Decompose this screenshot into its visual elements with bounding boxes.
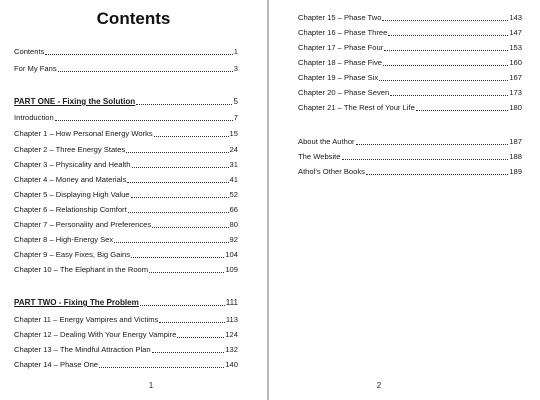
dot-leader [114,242,228,243]
toc-entry-page: 143 [509,13,522,22]
toc-entry-label: Contents [14,47,45,56]
toc-entry[interactable] [14,311,238,325]
toc-entry[interactable] [14,60,238,74]
dot-leader [152,352,225,353]
dot-leader [379,80,508,81]
toc-entry-page: 111 [225,298,238,307]
toc-entry-label: Chapter 6 – Relationship Comfort [14,205,127,214]
dot-leader [131,197,229,198]
toc-entry-label: Chapter 13 – The Mindful Attraction Plan [14,345,151,354]
dot-leader [127,182,228,183]
dot-leader [342,159,509,160]
toc-entry[interactable] [14,326,238,340]
toc-entry[interactable] [14,141,238,155]
dot-leader [383,65,508,66]
toc-entry-page: 31 [229,160,238,169]
toc-entry-label: Chapter 8 – High-Energy Sex [14,235,114,244]
toc-entry-label: Chapter 21 – The Rest of Your Life [298,103,415,112]
toc-entry-label: Chapter 14 – Phase One [14,360,99,369]
toc-entry-label: Chapter 18 – Phase Five [298,58,383,67]
toc-entry-page: 167 [509,73,522,82]
dot-leader [126,152,228,153]
dot-leader [99,367,224,368]
toc-entry[interactable] [14,246,238,260]
toc-entry[interactable] [298,24,522,38]
toc-entry-page: 188 [509,152,522,161]
toc-entry-page: 147 [509,28,522,37]
toc-entry-label: Chapter 4 – Money and Materials [14,175,127,184]
toc-entry-label: For My Fans [14,64,57,73]
toc-entry[interactable] [298,99,522,113]
dot-leader [136,104,232,105]
dot-leader [128,212,229,213]
dot-leader [131,257,224,258]
toc-entry-page: 3 [233,64,238,73]
toc-entry-page: 41 [229,175,238,184]
dot-leader [366,174,508,175]
dot-leader [132,167,229,168]
toc-entry[interactable] [14,43,238,57]
toc-entry-page: 187 [509,137,522,146]
toc-entry-label: PART ONE - Fixing the Solution [14,97,136,106]
dot-leader [58,71,233,72]
toc-entry-label: Introduction [14,113,54,122]
toc-entry-label: Chapter 12 – Dealing With Your Energy Vampire [14,330,177,339]
left-page [0,0,267,400]
toc-entry[interactable] [298,39,522,53]
toc-entry-page: 52 [229,190,238,199]
toc-entry[interactable] [14,125,238,139]
toc-entry-label: Chapter 9 – Easy Fixes, Big Gains [14,250,131,259]
toc-entry[interactable] [14,171,238,185]
dot-leader [45,54,232,55]
toc-entry-page: 1 [233,47,238,56]
toc-entry-page: 104 [225,250,238,259]
dot-leader [382,20,508,21]
toc-entry-label: The Website [298,152,341,161]
toc-entry[interactable] [14,201,238,215]
toc-entry-label: Chapter 10 – The Elephant in the Room [14,265,149,274]
toc-entry[interactable] [298,148,522,162]
toc-entry-page: 24 [229,145,238,154]
right-page [269,0,540,400]
toc-entry-label: Chapter 3 – Physicality and Health [14,160,131,169]
toc-entry[interactable] [298,84,522,98]
toc-entry-label: Chapter 19 – Phase Six [298,73,379,82]
toc-entry-page: 80 [229,220,238,229]
toc-entry-label: Chapter 20 – Phase Seven [298,88,390,97]
toc-entry-page: 15 [229,129,238,138]
dot-leader [159,322,225,323]
toc-entry-label: Chapter 15 – Phase Two [298,13,382,22]
dot-leader [154,136,229,137]
dot-leader [152,227,228,228]
toc-entry-page: 173 [509,88,522,97]
toc-part-heading[interactable] [14,294,238,308]
toc-entry[interactable] [14,109,238,123]
toc-entry[interactable] [298,9,522,23]
toc-entry[interactable] [298,133,522,147]
dot-leader [388,35,508,36]
dot-leader [149,272,224,273]
page-title: Contents [96,9,171,28]
toc-entry-label: Chapter 16 – Phase Three [298,28,388,37]
toc-entry[interactable] [298,54,522,68]
toc-entry-label: Chapter 1 – How Personal Energy Works [14,129,153,138]
toc-entry[interactable] [298,163,522,177]
toc-entry-page: 92 [229,235,238,244]
toc-entry-label: Athol’s Other Books [298,167,365,176]
toc-entry-label: Chapter 11 – Energy Vampires and Victims [14,315,159,324]
toc-entry-page: 113 [225,315,238,324]
toc-entry-page: 132 [225,345,238,354]
dot-leader [416,110,509,111]
dot-leader [384,50,508,51]
toc-entry-page: 5 [233,97,238,106]
toc-entry-page: 180 [509,103,522,112]
toc-entry[interactable] [14,231,238,245]
toc-entry-page: 109 [225,265,238,274]
toc-entry-page: 140 [225,360,238,369]
toc-entry-label: About the Author [298,137,355,146]
toc-entry[interactable] [14,261,238,275]
dot-leader [390,95,508,96]
toc-entry[interactable] [14,356,238,370]
toc-entry-page: 189 [509,167,522,176]
dot-leader [177,337,224,338]
dot-leader [55,120,233,121]
toc-entry-page: 66 [229,205,238,214]
toc-entry-page: 153 [509,43,522,52]
toc-entry[interactable] [298,69,522,83]
toc-entry-label: Chapter 5 – Displaying High Value [14,190,130,199]
toc-entry[interactable] [14,216,238,230]
dot-leader [140,305,225,306]
page-number: 2 [376,381,382,390]
toc-entry-label: Chapter 2 – Three Energy States [14,145,126,154]
toc-entry-page: 7 [233,113,238,122]
toc-part-heading[interactable] [14,93,238,107]
toc-entry-page: 124 [225,330,238,339]
toc-entry-label: Chapter 17 – Phase Four [298,43,384,52]
dot-leader [356,144,509,145]
toc-entry[interactable] [14,186,238,200]
toc-entry-page: 160 [509,58,522,67]
toc-entry[interactable] [14,156,238,170]
toc-entry-label: Chapter 7 – Personality and Preferences [14,220,152,229]
page-number: 1 [148,381,154,390]
toc-entry[interactable] [14,341,238,355]
toc-entry-label: PART TWO - Fixing The Problem [14,298,139,307]
